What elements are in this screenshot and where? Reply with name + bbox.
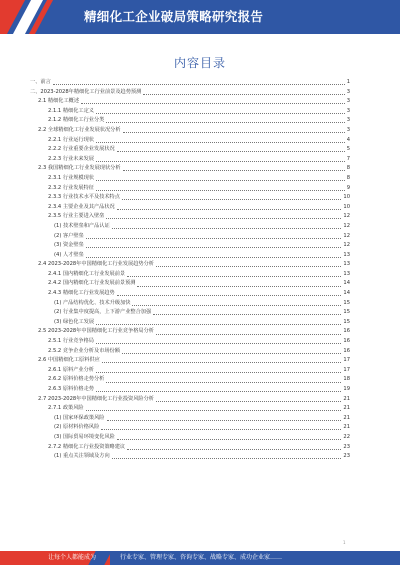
toc-leader-dots: [96, 343, 341, 344]
toc-leader-dots: [123, 132, 345, 133]
toc-entry-page: 8: [346, 174, 350, 181]
toc-entry[interactable]: [30, 318, 350, 328]
toc-entry-page: 23: [343, 453, 350, 460]
toc-entry-page: 3: [346, 98, 350, 105]
footer-slogan-left: 让每个人都能成为: [48, 554, 97, 561]
toc-entry[interactable]: [30, 164, 350, 174]
toc-entry-page: 21: [343, 424, 350, 431]
toc-entry[interactable]: [30, 145, 350, 155]
toc-leader-dots: [106, 218, 341, 219]
toc-entry[interactable]: [30, 88, 350, 98]
footer-slogan-right: 行业专家、管理专家、咨询专家、战略专家、成功企业家……: [120, 554, 283, 561]
toc-leader-dots: [86, 238, 342, 239]
toc-entry-label: 2.5.1 行业竞争格局: [48, 338, 94, 345]
toc-leader-dots: [81, 103, 345, 104]
toc-entry-page: 7: [346, 155, 350, 162]
toc-entry-page: 17: [343, 357, 350, 364]
toc-leader-dots: [122, 353, 341, 354]
toc-entry-label: (1) 产品结构优化、技术升级加快: [54, 299, 131, 306]
report-header-banner: [0, 0, 400, 34]
toc-entry-label: (1) 国家环保政策风险: [54, 414, 105, 421]
toc-entry-label: 2.7 2023-2028年中国精细化工行业投资风险分析: [38, 395, 154, 402]
toc-entry-label: 2.1 精细化工概述: [38, 98, 80, 105]
toc-entry[interactable]: [30, 452, 350, 462]
toc-entry[interactable]: [30, 423, 350, 433]
toc-entry[interactable]: [30, 347, 350, 357]
toc-entry-label: (2) 原材料价格风险: [54, 424, 100, 431]
toc-entry[interactable]: [30, 126, 350, 136]
toc-leader-dots: [96, 113, 345, 114]
toc-entry-label: 2.5 2023-2028年中国精细化工行业竞争格局分析: [38, 328, 154, 335]
toc-entry[interactable]: [30, 184, 350, 194]
toc-leader-dots: [117, 295, 342, 296]
toc-leader-dots: [53, 84, 345, 85]
toc-leader-dots: [106, 382, 341, 383]
toc-entry[interactable]: [30, 366, 350, 376]
toc-leader-dots: [117, 439, 342, 440]
toc-entry-label: 2.1.2 精细化工行业分类: [48, 117, 105, 124]
toc-entry[interactable]: [30, 414, 350, 424]
toc-leader-dots: [156, 266, 341, 267]
toc-entry[interactable]: [30, 251, 350, 261]
toc-entry-label: 2.5.2 竞争企业分析及市场份额: [48, 347, 120, 354]
toc-entry[interactable]: [30, 299, 350, 309]
toc-entry-label: (2) 客户壁垒: [54, 232, 84, 239]
toc-entry-label: 一、前言: [30, 79, 51, 85]
toc-leader-dots: [86, 247, 342, 248]
toc-entry-label: 2.4 2023-2028年中国精细化工行业发展趋势分析: [38, 261, 154, 268]
toc-entry[interactable]: [30, 443, 350, 453]
toc-entry[interactable]: [30, 78, 350, 88]
toc-entry-label: (3) 国际贸易环境变化风险: [54, 433, 115, 440]
toc-entry-page: 3: [346, 117, 350, 124]
toc-entry[interactable]: [30, 212, 350, 222]
toc-entry-page: 16: [343, 338, 350, 345]
toc-entry[interactable]: [30, 97, 350, 107]
toc-entry-label: 2.6 中国精细化工原料供应: [38, 357, 100, 364]
toc-entry-label: (4) 人才壁垒: [54, 251, 84, 258]
toc-entry[interactable]: [30, 308, 350, 318]
toc-entry-label: 2.2.2 行业重要企业发展状况: [48, 146, 115, 153]
toc-entry-page: 10: [343, 194, 350, 201]
toc-leader-dots: [156, 334, 341, 335]
toc-leader-dots: [137, 286, 341, 287]
toc-leader-dots: [123, 170, 345, 171]
toc-entry-page: 15: [343, 309, 350, 316]
toc-entry-page: 19: [343, 386, 350, 392]
page-number: 1: [343, 540, 346, 545]
toc-entry-label: 二、2023-2028年精细化工行业前景及趋势预测: [30, 88, 142, 95]
toc-entry[interactable]: [30, 241, 350, 251]
toc-leader-dots: [127, 276, 341, 277]
toc-entry-label: (3) 绿色化工发展: [54, 318, 95, 325]
toc-entry[interactable]: [30, 232, 350, 242]
toc-entry[interactable]: [30, 222, 350, 232]
toc-entry-page: 16: [343, 328, 350, 335]
toc-leader-dots: [86, 410, 342, 411]
toc-entry-page: 12: [343, 213, 350, 220]
toc-entry-page: 3: [346, 107, 350, 114]
toc-leader-dots: [153, 314, 341, 315]
toc-entry-page: 21: [343, 405, 350, 412]
toc-entry-page: 16: [343, 347, 350, 354]
toc-leader-dots: [112, 228, 342, 229]
table-of-contents: [30, 78, 350, 462]
toc-leader-dots: [117, 209, 342, 210]
report-footer-banner: [0, 551, 400, 565]
toc-leader-dots: [96, 372, 341, 373]
toc-entry-page: 23: [343, 443, 350, 450]
toc-entry-page: 3: [346, 88, 350, 95]
toc-entry-label: 2.6.1 原料产业分析: [48, 366, 94, 373]
toc-entry-page: 12: [343, 242, 350, 249]
toc-entry-label: 2.3.2 行业发展特征: [48, 184, 94, 191]
toc-entry-label: 2.6.3 原料价格走势: [48, 386, 94, 392]
toc-entry-page: 12: [343, 232, 350, 239]
toc-entry-page: 12: [343, 222, 350, 229]
toc-leader-dots: [96, 180, 345, 181]
toc-entry-page: 15: [343, 318, 350, 325]
toc-entry[interactable]: [30, 279, 350, 289]
toc-leader-dots: [101, 429, 341, 430]
toc-entry[interactable]: [30, 260, 350, 270]
toc-entry[interactable]: [30, 116, 350, 126]
toc-leader-dots: [96, 190, 345, 191]
toc-entry[interactable]: [30, 375, 350, 385]
toc-entry-page: 3: [346, 126, 350, 133]
toc-leader-dots: [86, 257, 342, 258]
toc-leader-dots: [127, 449, 341, 450]
toc-entry[interactable]: [30, 404, 350, 414]
toc-leader-dots: [96, 324, 341, 325]
toc-entry[interactable]: [30, 136, 350, 146]
toc-entry[interactable]: [30, 395, 350, 405]
toc-entry[interactable]: [30, 385, 350, 395]
toc-entry-page: 9: [346, 184, 350, 191]
toc-leader-dots: [102, 362, 342, 363]
toc-leader-dots: [132, 305, 341, 306]
toc-entry-label: 2.4.3 精细化工行业发展趋势: [48, 290, 115, 297]
toc-entry-label: 2.3 我国精细化工行业发展现状分析: [38, 165, 121, 172]
toc-entry-page: 4: [346, 136, 350, 143]
toc-entry-page: 13: [343, 251, 350, 258]
toc-entry-label: 2.4.2 国内精细化工行业发展前景预测: [48, 280, 136, 287]
toc-entry-label: 2.3.1 行业规模现状: [48, 174, 94, 181]
toc-leader-dots: [143, 94, 344, 95]
toc-entry-page: 1: [346, 79, 350, 85]
toc-entry[interactable]: [30, 289, 350, 299]
toc-entry[interactable]: [30, 107, 350, 117]
toc-entry-page: 10: [343, 203, 350, 210]
toc-heading: 内容目录: [173, 56, 226, 70]
toc-entry-label: 2.3.3 行业技术水平及技术特点: [48, 194, 120, 201]
toc-entry-label: 2.2.1 行业运行现状: [48, 136, 94, 143]
toc-leader-dots: [106, 122, 344, 123]
toc-entry-page: 8: [346, 165, 350, 172]
toc-entry-label: 2.2.3 行业未来发展: [48, 155, 94, 162]
toc-leader-dots: [122, 199, 341, 200]
toc-entry[interactable]: [30, 270, 350, 280]
toc-leader-dots: [96, 391, 341, 392]
toc-entry[interactable]: [30, 356, 350, 366]
toc-entry-page: 14: [343, 280, 350, 287]
toc-entry[interactable]: [30, 193, 350, 203]
toc-entry[interactable]: [30, 203, 350, 213]
toc-entry-page: 21: [343, 414, 350, 421]
toc-entry[interactable]: [30, 174, 350, 184]
toc-entry-label: 2.1.1 精细化工定义: [48, 107, 94, 114]
toc-leader-dots: [96, 161, 345, 162]
toc-entry-page: 5: [346, 146, 350, 153]
toc-entry-label: 2.2 全球精细化工行业发展状况分析: [38, 126, 121, 133]
toc-entry-label: 2.6.2 原料价格走势分析: [48, 376, 105, 383]
toc-entry-label: (1) 重点关注领域及方向: [54, 453, 110, 460]
toc-entry-label: 2.4.1 国内精细化工行业发展前景: [48, 270, 126, 277]
toc-entry[interactable]: [30, 433, 350, 443]
toc-entry-page: 13: [343, 270, 350, 277]
toc-entry-page: 18: [343, 376, 350, 383]
toc-entry-label: (2) 行业集中度提高，上下游产业整合加强: [54, 309, 152, 316]
toc-leader-dots: [117, 151, 345, 152]
toc-entry-label: 2.3.4 主要企业及其产品状况: [48, 203, 115, 210]
toc-leader-dots: [96, 142, 345, 143]
report-title: 精细化工企业破局策略研究报告: [84, 9, 264, 24]
toc-entry-page: 14: [343, 290, 350, 297]
toc-entry-page: 13: [343, 261, 350, 268]
toc-entry-label: 2.7.2 精细化工行业投资策略建议: [48, 443, 126, 450]
toc-entry-page: 21: [343, 395, 350, 402]
toc-leader-dots: [107, 420, 342, 421]
toc-entry-label: (3) 资金壁垒: [54, 242, 84, 249]
toc-leader-dots: [156, 401, 341, 402]
toc-entry-page: 22: [343, 433, 350, 440]
toc-entry-label: 2.3.5 行业主要进入壁垒: [48, 213, 105, 220]
toc-entry-page: 15: [343, 299, 350, 306]
toc-leader-dots: [112, 458, 342, 459]
toc-entry[interactable]: [30, 327, 350, 337]
toc-entry[interactable]: [30, 337, 350, 347]
toc-entry-label: 2.7.1 政策风险: [48, 405, 84, 412]
toc-entry-page: 17: [343, 366, 350, 373]
toc-entry[interactable]: [30, 155, 350, 165]
toc-entry-label: (1) 技术壁垒和产品认证: [54, 222, 110, 229]
